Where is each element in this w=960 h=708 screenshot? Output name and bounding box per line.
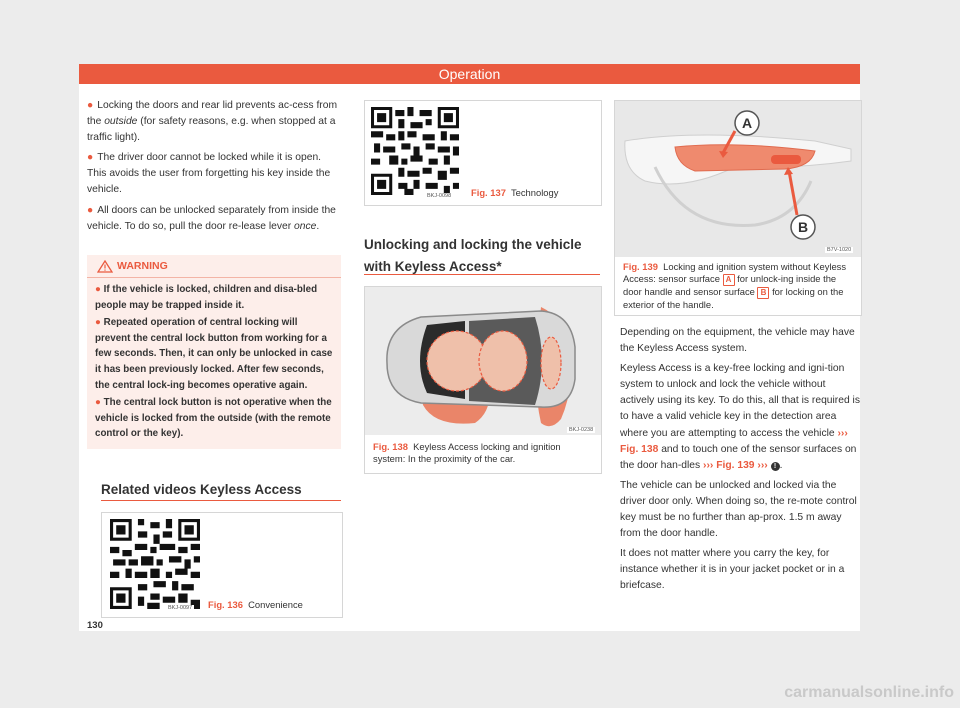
bullet-icon: ● xyxy=(87,204,94,216)
figure-139 xyxy=(614,100,862,316)
figure-caption: Fig. 138 Keyless Access locking and ignition system: In the proximity of the car. xyxy=(373,441,561,464)
watermark: carmanualsonline.info xyxy=(784,684,954,701)
figure-code: BKJ-0098 xyxy=(427,193,452,199)
videos-heading: Related videos Keyless Access xyxy=(101,482,302,497)
qr-code-icon xyxy=(110,519,200,609)
figure-caption: Fig. 136 Convenience xyxy=(208,599,303,610)
bullet-item: ● Locking the doors and rear lid prevents ac-cess from the outside (for safety reasons, e.g. when stopped at a traffic light). xyxy=(87,100,338,144)
label-a: A xyxy=(741,115,753,131)
figure-caption: Fig. 139 Locking and ignition system without Keyless Access: sensor surface A for unlock-ing inside the door handle and sensor surface B for locking on the exterior of the handle. xyxy=(623,261,847,310)
figure-137 xyxy=(364,100,602,206)
figure-code: B7V-1020 xyxy=(827,247,852,253)
bullet-icon: ● xyxy=(95,317,104,329)
heading-rule xyxy=(101,500,341,501)
heading-rule xyxy=(364,274,600,275)
paragraph: It does not matter where you carry the key, for instance whether it is in your jacket pocket or in a briefcase. xyxy=(620,548,845,592)
paragraph: The vehicle can be unlocked and locked via the driver door only. When doing so, the re-mote control key must be no further than ap-prox. 1.5 m away from the door handle. xyxy=(620,479,857,540)
bullet-icon: ● xyxy=(87,152,94,164)
section-header xyxy=(79,64,860,84)
warning-title: WARNING xyxy=(117,260,168,272)
fig-139-link[interactable]: Fig. 139 xyxy=(716,459,755,471)
bullet-item: ● All doors can be unlocked separately from inside the vehicle. To do so, pull the door re-lease lever once. xyxy=(87,204,336,232)
section-title: Operation xyxy=(438,66,501,82)
warning-item: ● The central lock button is not operative when the vehicle is locked from the outside (with the remote control or the key). xyxy=(95,397,332,440)
warning-triangle-icon xyxy=(97,260,113,273)
figure-code: BKJ-0238 xyxy=(569,427,594,433)
paragraph: Depending on the equipment, the vehicle may have the Keyless Access system. xyxy=(620,327,855,355)
section-heading: Unlocking and locking the vehicle with Keyless Access* xyxy=(364,237,582,274)
sensor-b-badge: B xyxy=(757,287,769,299)
warning-box xyxy=(87,255,341,449)
figure-138 xyxy=(364,286,602,474)
fig-138-link[interactable]: Fig. 138 xyxy=(620,443,659,455)
warning-body xyxy=(95,282,335,444)
qr-code-icon xyxy=(371,107,459,195)
bullet-icon: ● xyxy=(95,397,104,409)
right-column xyxy=(620,325,860,599)
warning-header xyxy=(87,255,341,278)
bullet-item: ● The driver door cannot be locked while it is open. This avoids the user from forgetting his key inside the vehicle. xyxy=(87,152,331,196)
figure-code: BKJ-0097 xyxy=(168,605,193,611)
paragraph: Keyless Access is a key-free locking and igni-tion system to unlock and lock the vehicle without actively using its key. To do this, all that is required is to have a valid vehicle key in the detection area where you are attempting to access the vehicle ››› Fig. 138 and to touch one of the sensor surfaces on the door han-dles ››› Fig. 139 ››› ! . xyxy=(620,363,860,471)
car-keyless-zones-illustration xyxy=(365,287,601,435)
figure-136 xyxy=(101,512,343,618)
warning-item: ● If the vehicle is locked, children and disa-bled people may be trapped inside it. xyxy=(95,284,318,311)
bullet-icon: ● xyxy=(87,100,94,111)
figure-caption: Fig. 137 Technology xyxy=(471,187,559,198)
sensor-a-badge: A xyxy=(723,274,735,286)
left-column xyxy=(87,98,341,239)
page-number: 130 xyxy=(87,620,103,631)
door-handle-sensor-illustration xyxy=(615,101,861,257)
warning-item: ● Repeated operation of central locking will prevent the central lock button from working for a few seconds. Then, it can only be unlocked in case it has been previously locked. After few seconds, the central lock-ing becomes operative again. xyxy=(95,317,333,391)
exclamation-icon: ! xyxy=(771,462,780,471)
bullet-icon: ● xyxy=(95,284,104,295)
label-b: B xyxy=(797,219,809,235)
